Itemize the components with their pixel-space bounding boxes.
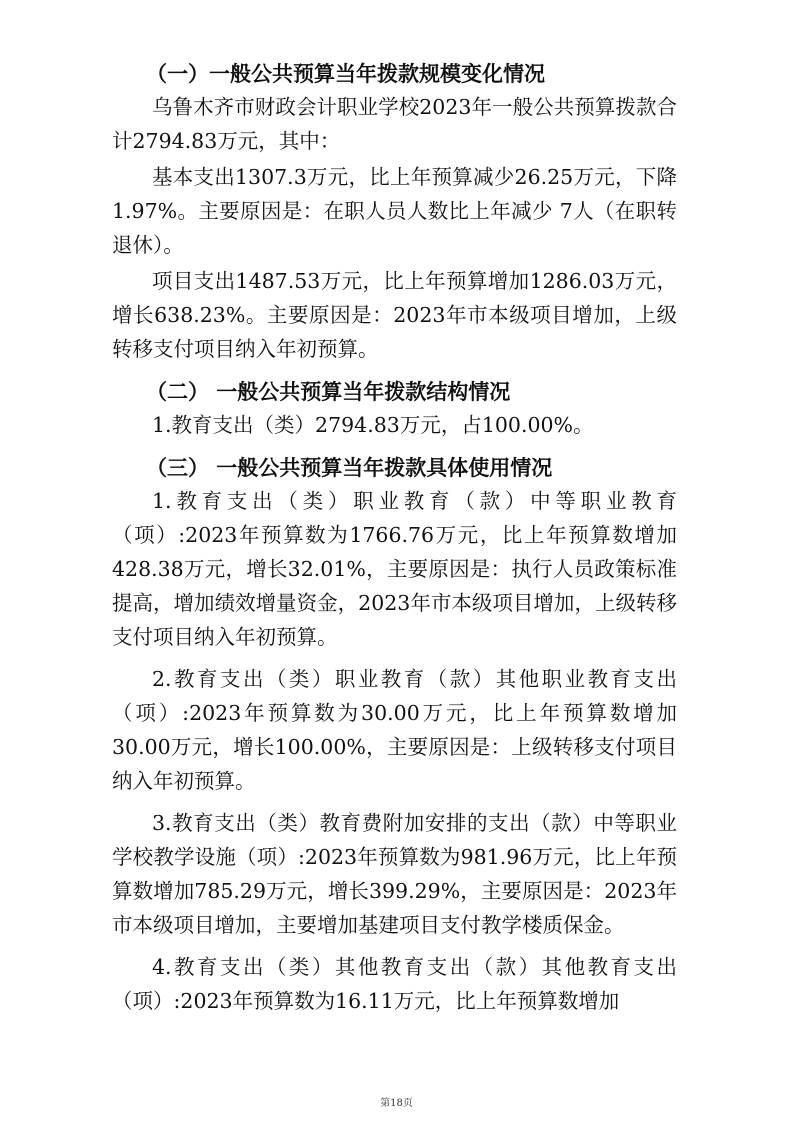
paragraph: 1.教育支出（类）2794.83万元，占100.00%。 [152,413,594,437]
section-heading-1: （一）一般公共预算当年拨款规模变化情况 [146,62,545,86]
paragraph: 4.教育支出（类）其他教育支出（款）其他教育支出（项）:2023年预算数为16.11万元，比上年预算数增加 [112,955,677,1013]
page-number: 第18页 [380,1098,413,1109]
paragraph: 1.教育支出（类）职业教育（款）中等职业教育（项）:2023年预算数为1766.76万元，比上年预算数增加428.38万元，增长32.01%，主要原因是：执行人员政策标准提高，增加绩效增量资金，2023年市本级项目增加，上级转移支付项目纳入年初预算。 [112,489,677,649]
page-body [112,58,677,1018]
paragraph: 项目支出1487.53万元，比上年预算增加1286.03万元，增长638.23%。主要原因是：2023年市本级项目增加，上级转移支付项目纳入年初预算。 [112,269,677,361]
paragraph: 3.教育支出（类）教育费附加安排的支出（款）中等职业学校教学设施（项）:2023年预算数为981.96万元，比上年预算数增加785.29万元，增长399.29%，主要原因是：2023年市本级项目增加，主要增加基建项目支付教学楼质保金。 [112,811,677,937]
paragraph: 2.教育支出（类）职业教育（款）其他职业教育支出（项）:2023年预算数为30.00万元，比上年预算数增加30.00万元，增长100.00%，主要原因是：上级转移支付项目纳入年初预算。 [112,667,677,793]
section-heading-3: （三） 一般公共预算当年拨款具体使用情况 [146,456,553,480]
paragraph: 基本支出1307.3万元，比上年预算减少26.25万元，下降1.97%。主要原因是：在职人员人数比上年减少 7人（在职转退休）。 [112,165,677,257]
paragraph: 乌鲁木齐市财政会计职业学校2023年一般公共预算拨款合计2794.83万元，其中： [112,95,677,153]
section-heading-2: （二） 一般公共预算当年拨款结构情况 [146,380,511,404]
